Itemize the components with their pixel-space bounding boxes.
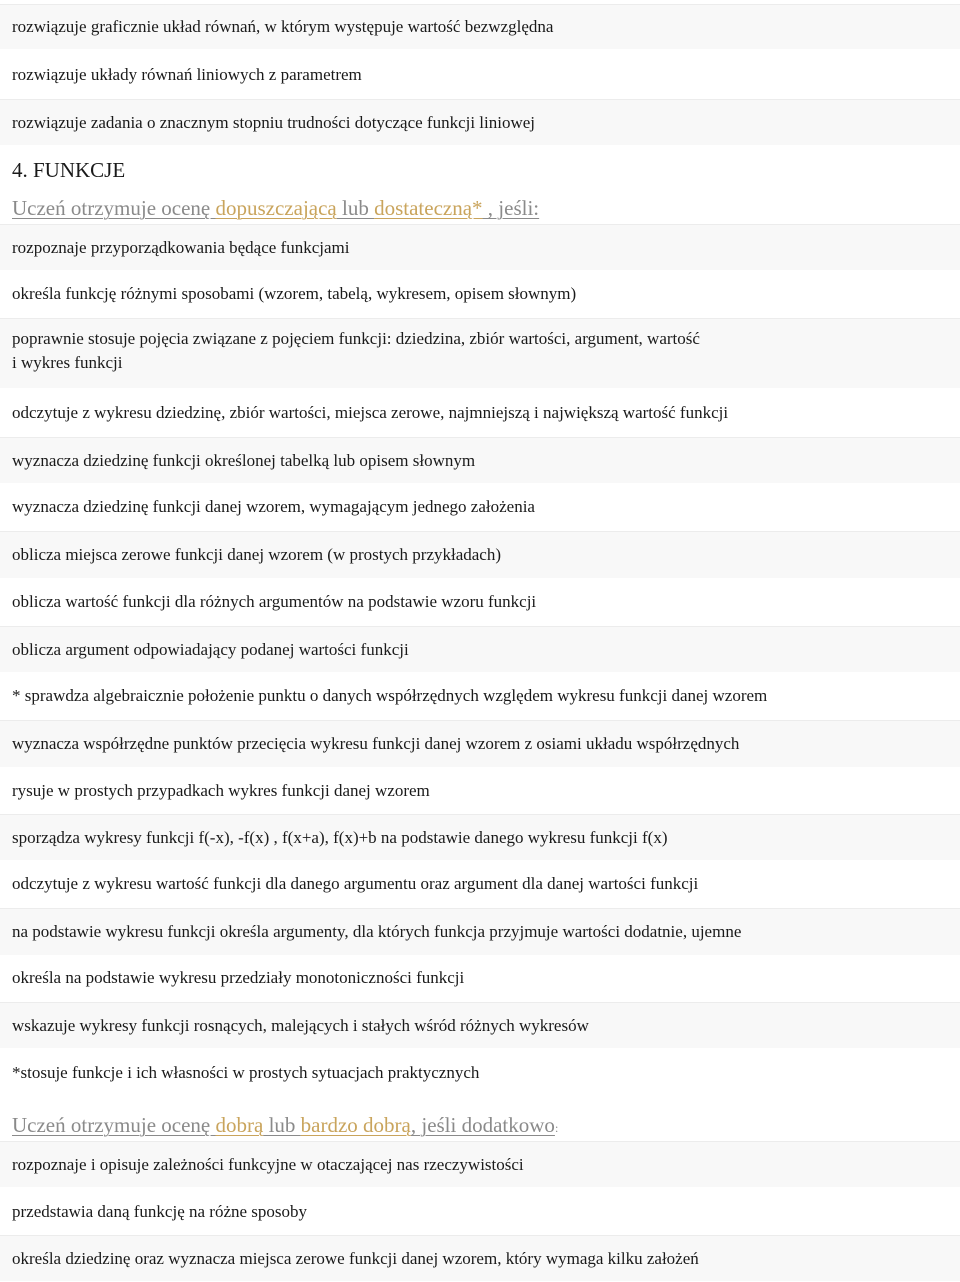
list-item-text: odczytuje z wykresu dziedzinę, zbiór wartości, miejsca zerowe, najmniejszą i największą wartość funkcji <box>12 402 729 422</box>
list-item <box>0 720 960 767</box>
list-item-text: rozwiązuje układy równań liniowych z parametrem <box>12 64 362 84</box>
list-item-text: oblicza wartość funkcji dla różnych argumentów na podstawie wzoru funkcji <box>12 591 537 611</box>
list-item <box>0 767 960 814</box>
list-item <box>0 908 960 955</box>
list-item-text: rozpoznaje przyporządkowania będące funkcjami <box>12 237 350 257</box>
list-item <box>0 484 960 530</box>
list-item-text: sporządza wykresy funkcji f(-x), -f(x) , f(x+a), f(x)+b na podstawie danego wykresu funkcji f(x) <box>12 827 668 847</box>
grade-intro-advanced <box>12 1112 558 1141</box>
list-item-text: określa dziedzinę oraz wyznacza miejsca zerowe funkcji danej wzorem, który wymaga kilku założeń <box>12 1248 699 1268</box>
section-title: 4. FUNKCJE <box>12 158 126 182</box>
grade-very-good-label: bardzo dobrą <box>300 1113 411 1137</box>
list-item <box>0 1002 960 1048</box>
list-item-text-continued: i wykres funkcji <box>12 353 123 372</box>
list-item-text: przedstawia daną funkcję na różne sposoby <box>12 1201 308 1221</box>
list-item-text: na podstawie wykresu funkcji określa argumenty, dla których funkcja przyjmuje wartości dodatnie, ujemne <box>12 922 742 941</box>
list-item <box>0 437 960 483</box>
list-item-text: rozwiązuje zadania o znacznym stopniu trudności dotyczące funkcji liniowej <box>12 112 536 132</box>
intro-colon: : <box>554 1121 559 1135</box>
list-item-text: wyznacza współrzędne punktów przecięcia wykresu funkcji danej wzorem z osiami układu współrzędnych <box>12 734 740 753</box>
list-item <box>0 99 960 145</box>
list-item <box>0 51 960 98</box>
list-item-text: oblicza argument odpowiadający podanej wartości funkcji <box>12 639 409 659</box>
list-item-text: rozpoznaje i opisuje zależności funkcyjne w otaczającej nas rzeczywistości <box>12 1154 524 1174</box>
intro-prefix: Uczeń otrzymuje ocenę <box>12 196 216 220</box>
list-item-text: wyznacza dziedzinę funkcji danej wzorem, wymagającym jednego założenia <box>12 497 535 516</box>
list-item <box>0 814 960 860</box>
list-item-text: rozwiązuje graficznie układ równań, w którym występuje wartość bezwzględna <box>12 17 554 36</box>
list-item-text: rysuje w prostych przypadkach wykres funkcji danej wzorem <box>12 780 430 800</box>
list-item <box>0 955 960 1001</box>
list-item-text: odczytuje z wykresu wartość funkcji dla danego argumentu oraz argument dla danej wartości funkcji <box>12 874 699 893</box>
list-item <box>0 861 960 907</box>
grade-satisfactory-label: dostateczną* <box>374 196 483 220</box>
grade-sufficient-label: dopuszczającą <box>215 196 337 220</box>
intro-suffix: , jeśli: <box>482 196 540 220</box>
list-item <box>0 1188 960 1235</box>
list-item-text: *stosuje funkcje i ich własności w prostych sytuacjach praktycznych <box>12 1062 480 1082</box>
list-item-text: określa funkcję różnymi sposobami (wzorem, tabelą, wykresem, opisem słownym) <box>12 284 577 303</box>
list-item <box>0 531 960 578</box>
intro-joiner: lub <box>263 1113 301 1137</box>
grade-intro-basic <box>12 195 539 221</box>
list-item <box>0 224 960 270</box>
list-item-text: określa na podstawie wykresu przedziały monotoniczności funkcji <box>12 968 465 987</box>
list-item <box>0 673 960 719</box>
list-item <box>0 1235 960 1281</box>
list-item <box>0 4 960 49</box>
list-item <box>0 1141 960 1187</box>
list-item <box>0 271 960 317</box>
intro-prefix: Uczeń otrzymuje ocenę <box>12 1113 216 1137</box>
list-item <box>0 318 960 388</box>
list-item-text: wyznacza dziedzinę funkcji określonej tabelką lub opisem słownym <box>12 450 476 470</box>
list-item-text: oblicza miejsca zerowe funkcji danej wzorem (w prostych przykładach) <box>12 545 502 564</box>
intro-joiner: lub <box>336 196 375 220</box>
list-item <box>0 578 960 625</box>
list-item <box>0 389 960 436</box>
list-item <box>0 1049 960 1096</box>
intro-suffix: , jeśli dodatkowo <box>410 1113 555 1137</box>
list-item <box>0 626 960 672</box>
grade-good-label: dobrą <box>215 1113 264 1137</box>
list-item-text: wskazuje wykresy funkcji rosnących, malejących i stałych wśród różnych wykresów <box>12 1015 589 1035</box>
list-item-text: * sprawdza algebraicznie położenie punktu o danych współrzędnych względem wykresu funkcji danej wzorem <box>12 686 768 705</box>
list-item-text: poprawnie stosuje pojęcia związane z pojęciem funkcji: dziedzina, zbiór wartości, argument, wartość <box>12 329 700 348</box>
